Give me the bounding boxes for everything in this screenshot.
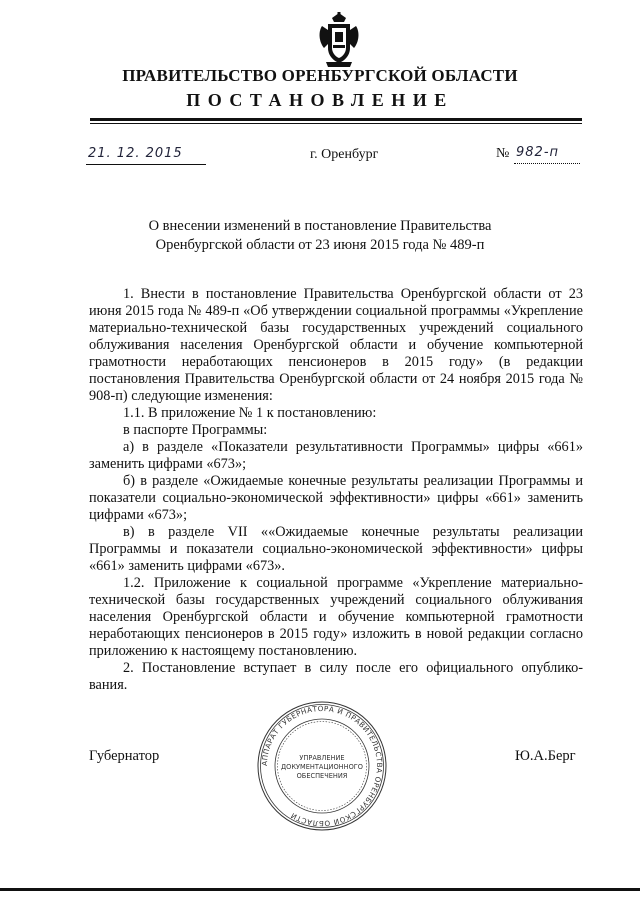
document-type: ПОСТАНОВЛЕНИЕ [186,90,454,110]
paragraph-v: в) в разделе VII ««Ожидаемые конечные результаты реализации Программы и показатели социально-экономической эффективности» цифры «661» заменить цифрами «673». [89,524,583,574]
number-field [514,146,580,164]
date-handwritten: 21. 12. 2015 [88,146,183,161]
number-label: № [496,146,510,161]
date-field [86,147,206,165]
paragraph-a: а) в разделе «Показатели результативности Программы» цифры «661» заменить цифрами «673»; [89,439,583,472]
date-underline [86,164,206,165]
paragraph-passport: в паспорте Программы: [123,422,268,438]
stamp-center-line-2: ДОКУМЕНТАЦИОННОГО [281,763,363,771]
bottom-rule [0,888,640,891]
subject-line-2: Оренбургской области от 23 июня 2015 года № 489-п [155,237,485,253]
coat-of-arms-icon [316,12,362,68]
number-handwritten: 982-п [516,145,560,160]
paragraph-1: 1. Внести в постановление Правительства Оренбургской области от 23 июня 2015 года № 489-п «Об утверждении социальной программы «Укрепление материально-технической базы государственных учреждений социального облуживания населения Оренбургской области и обучение компьютерной грамотности неработающих пенсионеров в 2015 году» (в редакции постановления Правительства Оренбургской области от 24 ноября 2015 года № 908-п) следующие изменения: [89,286,583,404]
stamp-ring-text: АППАРАТ ГУБЕРНАТОРА И ПРАВИТЕЛЬСТВА ОРЕНБУРГСКОЙ ОБЛАСТИ [259,703,385,829]
paragraph-1-1: 1.1. В приложение № 1 к постановлению: [123,405,377,421]
signatory-name: Ю.А.Берг [515,748,576,764]
document-subject [0,217,640,255]
paragraph-1-2: 1.2. Приложение к социальной программе «Укрепление материально-технической базы государственных учреждений социального облуживания населения Оренбургской области и обучение компьютерной грамотности неработающих пенсионеров в 2015 году» изложить в новой редакции согласно приложению к настоящему постановлению. [89,575,583,659]
document-body [89,286,583,694]
number-underline [514,163,580,164]
stamp-center-line-1: УПРАВЛЕНИЕ [299,754,345,762]
header-rule-thick [90,118,582,121]
government-title: ПРАВИТЕЛЬСТВО ОРЕНБУРГСКОЙ ОБЛАСТИ [122,66,518,85]
paragraph-2: 2. Постановление вступает в силу после его официального опублико-вания. [89,660,583,693]
subject-line-1: О внесении изменений в постановление Правительства [148,218,492,234]
city-label: г. Оренбург [310,147,379,162]
stamp-center-line-3: ОБЕСПЕЧЕНИЯ [296,772,348,780]
signatory-title: Губернатор [89,748,160,764]
paragraph-b: б) в разделе «Ожидаемые конечные результаты реализации Программы и показатели социально-экономической эффективности» цифры «661» заменить цифрами «673»; [89,473,583,523]
official-stamp [256,700,388,832]
header-rule-thin [90,123,582,124]
